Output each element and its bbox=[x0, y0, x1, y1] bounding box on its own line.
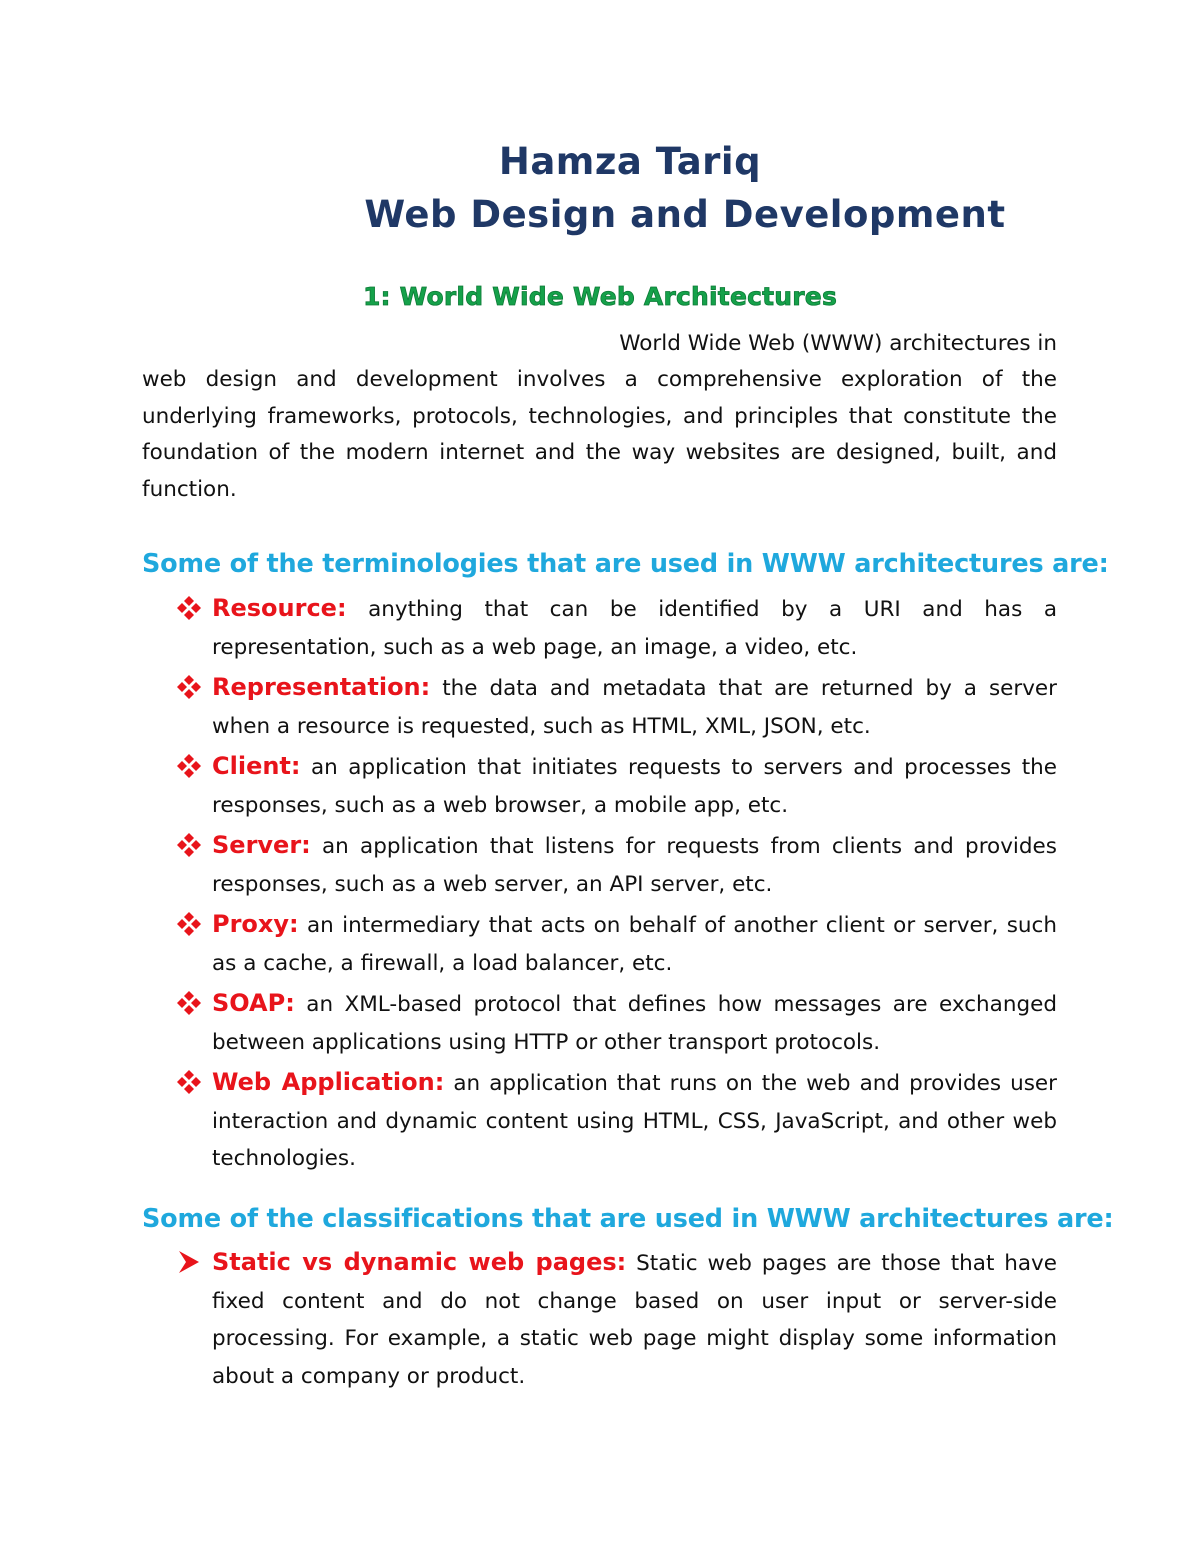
terminologies-list bbox=[142, 590, 1057, 1178]
term-description: anything that can be identified by a URI and has a representation, such as a web page, an image, a video, etc. bbox=[212, 597, 1057, 660]
diamond-bullet-icon bbox=[174, 670, 204, 704]
term-description: an application that initiates requests to servers and processes the responses, such as a web browser, a mobile app, etc. bbox=[212, 755, 1057, 818]
section-title: 1: World Wide Web Architectures bbox=[362, 282, 838, 311]
author-name: Hamza Tariq bbox=[498, 140, 762, 183]
term-label: Resource: bbox=[212, 594, 347, 622]
diamond-bullet-icon bbox=[174, 591, 204, 625]
term-label: Server: bbox=[212, 831, 311, 859]
term-description: the data and metadata that are returned by a server when a resource is requested, such as HTML, XML, JSON, etc. bbox=[212, 676, 1057, 739]
intro-first-line: World Wide Web (WWW) architectures in bbox=[619, 331, 1057, 356]
list-item bbox=[142, 906, 1057, 982]
term-label: Proxy: bbox=[212, 910, 299, 938]
term-label: Client: bbox=[212, 752, 301, 780]
list-item bbox=[142, 669, 1057, 745]
list-item bbox=[142, 590, 1057, 666]
classifications-list bbox=[142, 1244, 1057, 1395]
diamond-bullet-icon bbox=[174, 1065, 204, 1099]
term-label: Web Application: bbox=[212, 1068, 445, 1096]
list-item bbox=[142, 985, 1057, 1061]
term-description-rest: processing. For example, a static web page might display some information about a company or product. bbox=[212, 1326, 1057, 1389]
term-description-lead: Static web pages are those that have fixed content and do not change based on user input or server-side bbox=[212, 1251, 1058, 1314]
list-item bbox=[142, 1064, 1057, 1178]
terminologies-heading: Some of the terminologies that are used in WWW architectures are: bbox=[142, 549, 1109, 579]
classifications-heading: Some of the classifications that are used in WWW architectures are: bbox=[142, 1204, 1114, 1234]
term-label: Static vs dynamic web pages: bbox=[212, 1248, 627, 1276]
term-description: an XML-based protocol that defines how messages are exchanged between applications using HTTP or other transport protocols. bbox=[212, 992, 1057, 1055]
intro-paragraph bbox=[142, 326, 1057, 508]
term-description: an application that listens for requests from clients and provides responses, such as a web server, an API server, etc. bbox=[212, 834, 1057, 897]
list-item bbox=[142, 748, 1057, 824]
term-label: SOAP: bbox=[212, 989, 295, 1017]
arrow-bullet-icon bbox=[174, 1245, 204, 1279]
diamond-bullet-icon bbox=[174, 986, 204, 1020]
diamond-bullet-icon bbox=[174, 907, 204, 941]
diamond-bullet-icon bbox=[174, 828, 204, 862]
term-description: an intermediary that acts on behalf of another client or server, such as a cache, a firewall, a load balancer, etc. bbox=[212, 913, 1057, 976]
term-label: Representation: bbox=[212, 673, 431, 701]
course-title: Web Design and Development bbox=[364, 193, 1006, 236]
list-item bbox=[142, 1244, 1057, 1395]
intro-body: web design and development involves a comprehensive exploration of the underlying frameworks, protocols, technologies, and principles that constitute the foundation of the modern internet and the way websites are designed, built, and function. bbox=[142, 367, 1057, 502]
diamond-bullet-icon bbox=[174, 749, 204, 783]
term-description: an application that runs on the web and provides user interaction and dynamic content using HTML, CSS, JavaScript, and other web technologies. bbox=[212, 1071, 1057, 1171]
list-item bbox=[142, 827, 1057, 903]
